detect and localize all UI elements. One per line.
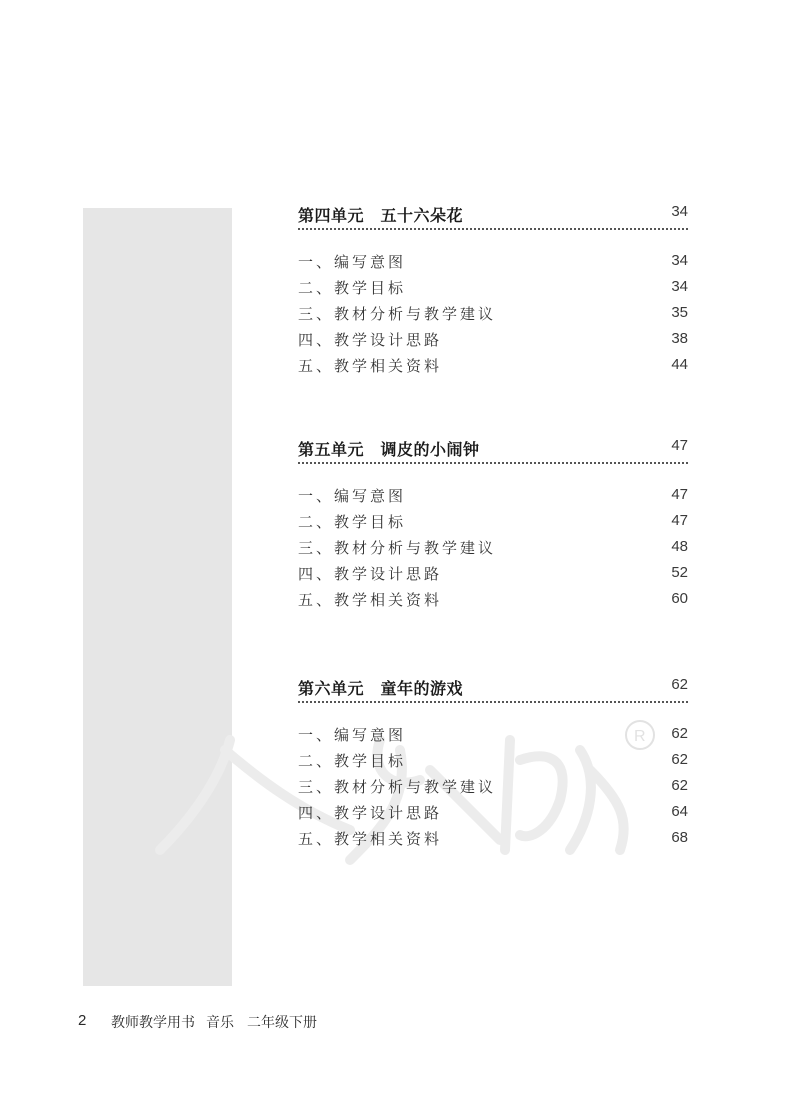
- entry-label: 四、教学设计思路: [298, 565, 443, 583]
- entry-page-number: 52: [671, 564, 688, 581]
- entry-label: 二、教学目标: [298, 513, 407, 531]
- unit-page-number: 47: [671, 437, 688, 454]
- toc-entry[interactable]: [298, 329, 690, 355]
- entry-label: 四、教学设计思路: [298, 804, 443, 822]
- footer-page-number: 2: [78, 1012, 87, 1029]
- footer-subject: 音乐: [206, 1015, 234, 1031]
- entry-page-number: 48: [671, 538, 688, 555]
- unit-section: [298, 437, 690, 609]
- entry-page-number: 62: [671, 725, 688, 742]
- toc-entry[interactable]: [298, 303, 690, 329]
- unit-title: 第六单元 童年的游戏: [298, 679, 464, 698]
- dotted-divider: [298, 701, 688, 703]
- entry-list: [298, 251, 690, 381]
- entry-label: 一、编写意图: [298, 487, 407, 505]
- toc-entry[interactable]: [298, 355, 690, 381]
- toc-entry[interactable]: [298, 776, 690, 802]
- entry-page-number: 34: [671, 252, 688, 269]
- toc-entry[interactable]: [298, 251, 690, 277]
- unit-title: 第四单元 五十六朵花: [298, 206, 464, 225]
- svg-text:R: R: [634, 728, 646, 745]
- toc-entry[interactable]: [298, 589, 690, 615]
- entry-list: [298, 724, 690, 854]
- entry-label: 五、教学相关资料: [298, 591, 443, 609]
- entry-page-number: 60: [671, 590, 688, 607]
- toc-entry[interactable]: [298, 802, 690, 828]
- entry-page-number: 34: [671, 278, 688, 295]
- unit-title: 第五单元 调皮的小闹钟: [298, 440, 480, 459]
- toc-entry[interactable]: [298, 537, 690, 563]
- entry-label: 三、教材分析与教学建议: [298, 305, 497, 323]
- unit-header[interactable]: [298, 437, 690, 461]
- unit-page-number: 62: [671, 676, 688, 693]
- entry-label: 一、编写意图: [298, 726, 407, 744]
- unit-section: [298, 203, 690, 375]
- entry-label: 三、教材分析与教学建议: [298, 778, 497, 796]
- toc-entry[interactable]: [298, 485, 690, 511]
- entry-page-number: 64: [671, 803, 688, 820]
- entry-page-number: 47: [671, 512, 688, 529]
- toc-entry[interactable]: [298, 828, 690, 854]
- toc-entry[interactable]: [298, 511, 690, 537]
- unit-header[interactable]: [298, 676, 690, 700]
- entry-page-number: 47: [671, 486, 688, 503]
- entry-label: 二、教学目标: [298, 752, 407, 770]
- entry-label: 二、教学目标: [298, 279, 407, 297]
- unit-section: [298, 676, 690, 848]
- entry-label: 四、教学设计思路: [298, 331, 443, 349]
- toc-entry[interactable]: [298, 563, 690, 589]
- entry-page-number: 44: [671, 356, 688, 373]
- entry-page-number: 62: [671, 751, 688, 768]
- entry-page-number: 62: [671, 777, 688, 794]
- unit-page-number: 34: [671, 203, 688, 220]
- entry-label: 一、编写意图: [298, 253, 407, 271]
- side-panel: [83, 208, 232, 986]
- entry-page-number: 35: [671, 304, 688, 321]
- entry-label: 三、教材分析与教学建议: [298, 539, 497, 557]
- entry-label: 五、教学相关资料: [298, 830, 443, 848]
- dotted-divider: [298, 228, 688, 230]
- entry-label: 五、教学相关资料: [298, 357, 443, 375]
- entry-page-number: 38: [671, 330, 688, 347]
- footer-grade: 二年级下册: [247, 1015, 317, 1031]
- entry-list: [298, 485, 690, 615]
- toc-entry[interactable]: [298, 750, 690, 776]
- toc-entry[interactable]: [298, 277, 690, 303]
- footer-book-title: 教师教学用书: [111, 1015, 195, 1031]
- toc-entry[interactable]: [298, 724, 690, 750]
- unit-header[interactable]: [298, 203, 690, 227]
- entry-page-number: 68: [671, 829, 688, 846]
- dotted-divider: [298, 462, 688, 464]
